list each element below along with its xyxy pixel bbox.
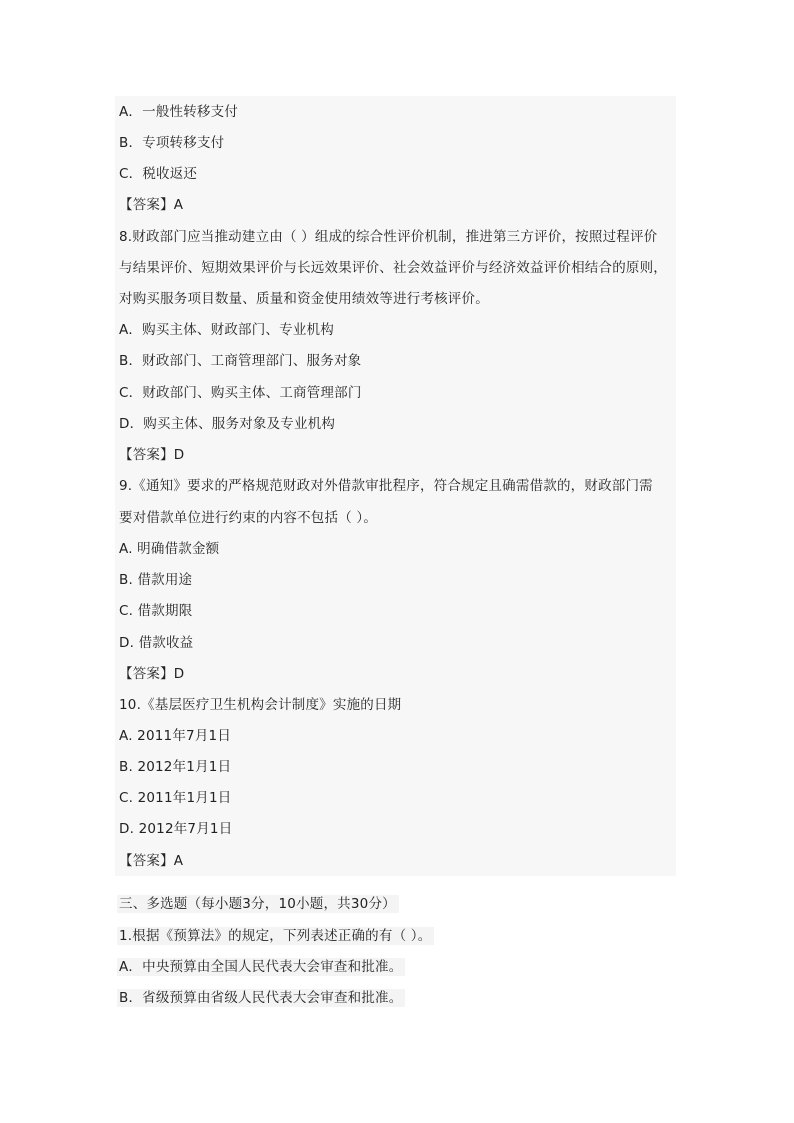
q9-option-a: A. 明确借款金额 <box>119 541 220 557</box>
q8-option-c: C．财政部门、购买主体、工商管理部门 <box>119 385 362 401</box>
question-8-line-2: 与结果评价、短期效果评价与长远效果评价、社会效益评价与经济效益评价相结合的原则， <box>119 260 667 276</box>
question-10: 10.《基层医疗卫生机构会计制度》实施的日期 <box>119 697 402 713</box>
question-8-line-1: 8.财政部门应当推动建立由（ ）组成的综合性评价机制，推进第三方评价，按照过程评价 <box>119 229 658 245</box>
multi-question-1: 1.根据《预算法》的规定，下列表述正确的有（ ）。 <box>119 927 434 945</box>
q10-option-d: D. 2012年7月1日 <box>119 821 233 837</box>
multi-q1-option-a: A．中央预算由全国人民代表大会审查和批准。 <box>119 958 405 976</box>
q9-option-c: C. 借款期限 <box>119 603 193 619</box>
question-9-line-1: 9.《通知》要求的严格规范财政对外借款审批程序，符合规定且确需借款的，财政部门需 <box>119 478 653 494</box>
q10-option-c: C. 2011年1月1日 <box>119 790 232 806</box>
q9-option-d: D. 借款收益 <box>119 635 194 651</box>
q8-option-d: D．购买主体、服务对象及专业机构 <box>119 416 336 432</box>
q10-option-a: A. 2011年7月1日 <box>119 728 232 744</box>
q9-option-b: B. 借款用途 <box>119 572 193 588</box>
q8-answer: 【答案】D <box>119 447 185 463</box>
multi-q1-option-b: B．省级预算由省级人民代表大会审查和批准。 <box>119 989 405 1007</box>
question-8-line-3: 对购买服务项目数量、质量和资金使用绩效等进行考核评价。 <box>119 291 489 307</box>
q10-option-b: B. 2012年1月1日 <box>119 759 232 775</box>
q9-answer: 【答案】D <box>119 666 185 682</box>
q10-answer: 【答案】A <box>119 853 184 869</box>
option-a-line: A．一般性转移支付 <box>119 104 239 120</box>
option-c-line: C．税收返还 <box>119 166 198 182</box>
option-b-line: B．专项转移支付 <box>119 135 225 151</box>
q8-option-b: B．财政部门、工商管理部门、服务对象 <box>119 353 362 369</box>
q8-option-a: A．购买主体、财政部门、专业机构 <box>119 322 334 338</box>
section-heading: 三、多选题（每小题3分，10小题，共30分） <box>119 895 399 913</box>
question-9-line-2: 要对借款单位进行约束的内容不包括（ ）。 <box>119 510 378 526</box>
answer-line: 【答案】A <box>119 197 184 213</box>
